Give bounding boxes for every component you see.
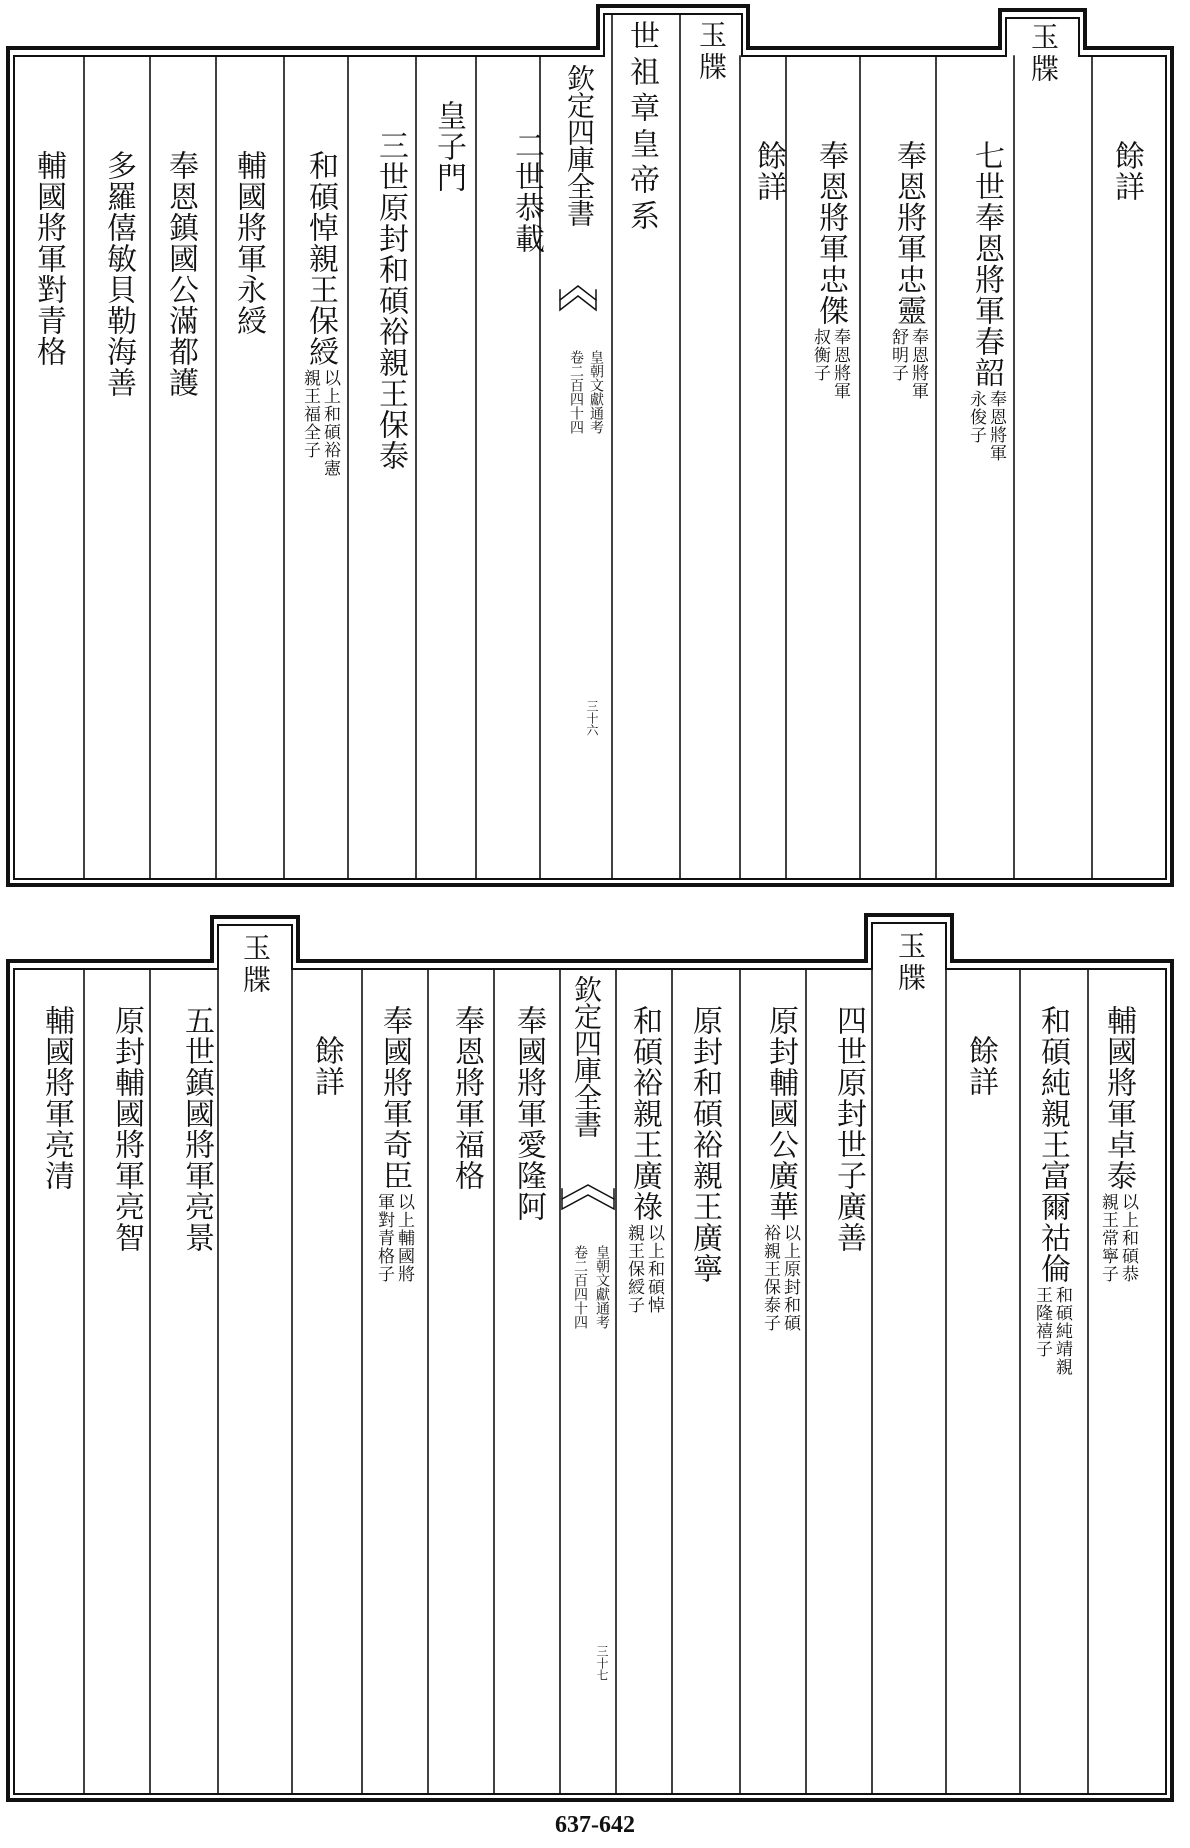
top-column-annotation [811,328,849,400]
bottom-annotation-left-line: 裕親王保泰子 [760,1224,780,1332]
bottom-column-annotation [375,1193,413,1283]
top-column-main-text: 餘詳 [1109,140,1144,202]
bottom-column [960,1035,1000,1097]
top-annotation-right-line: 奉恩將軍 [986,390,1006,462]
top-column-main-text: 輔國將軍永綬 [231,150,266,336]
top-column [160,150,200,398]
top-center-book: 皇朝文獻通考 [588,350,604,434]
bottom-column-main-text: 奉恩將軍福格 [449,1005,484,1191]
bottom-column-main-text: 原封和碩裕親王廣寧 [687,1005,722,1284]
bottom-center-book: 皇朝文獻通考 [594,1245,610,1329]
top-column-main-text: 七世奉恩將軍春韶 [969,140,1004,388]
bottom-column-annotation [625,1224,663,1314]
bottom-annotation-left-line: 軍對青格子 [374,1193,394,1283]
top-column-main-text: 二世恭載 [509,130,544,254]
top-column [1106,140,1146,202]
top-left-tab-label: 玉牒 [695,20,728,84]
bottom-column-annotation [761,1224,799,1332]
bottom-annotation-right-line: 以上和碩悼 [644,1224,664,1314]
top-column [748,140,788,202]
bottom-right-tab-label: 玉牒 [894,931,927,995]
bottom-column [624,1005,664,1314]
top-column-main-text: 奉恩將軍忠傑 [813,140,848,326]
bottom-column [306,1035,346,1097]
top-column-annotation [967,390,1005,462]
bottom-column [36,1005,76,1191]
bottom-annotation-left-line: 親王保綬子 [624,1224,644,1314]
bottom-column-main-text: 輔國將軍卓泰 [1101,1005,1136,1191]
top-annotation-left-line: 永俊子 [966,390,986,444]
bottom-column [1032,1005,1072,1376]
bottom-column-main-text: 原封輔國將軍亮智 [109,1005,144,1253]
top-column [428,100,468,193]
bottom-column-main-text: 原封輔國公廣華 [763,1005,798,1222]
top-column-main-text: 多羅僖敏貝勒海善 [101,150,136,398]
top-column [966,140,1006,462]
top-column-main-text: 奉恩鎮國公滿都護 [163,150,198,398]
bottom-column-main-text: 四世原封世子廣善 [831,1005,866,1253]
top-column-main-text: 皇子門 [431,100,466,193]
bottom-column-main-text: 奉國將軍愛隆阿 [511,1005,546,1222]
bottom-column [828,1005,868,1253]
bottom-column-annotation [1033,1286,1071,1376]
bottom-column-main-text: 餘詳 [309,1035,344,1097]
top-annotation-right-line: 奉恩將軍 [830,328,850,400]
bottom-column [106,1005,146,1253]
top-annotation-right-line: 奉恩將軍 [908,328,928,400]
bottom-column-main-text: 輔國將軍亮清 [39,1005,74,1191]
top-annotation-right-line: 以上和碩裕憲 [320,369,340,477]
top-column [228,150,268,336]
bottom-annotation-right-line: 以上原封和碩 [780,1224,800,1332]
bottom-annotation-right-line: 以上和碩恭 [1118,1193,1138,1283]
top-column [300,150,340,477]
top-annotation-left-line: 叔衡子 [810,328,830,382]
bottom-column [176,1005,216,1253]
top-column [98,150,138,398]
top-lineage-header: 世祖章皇帝系 [624,20,659,236]
top-annotation-left-line: 舒明子 [888,328,908,382]
top-column [506,130,546,254]
top-column-annotation [889,328,927,400]
bottom-center-title: 欽定四庫全書 [570,975,603,1137]
top-right-tab-label: 玉牒 [1027,22,1060,86]
page-number: 637-642 [555,1812,635,1838]
top-column-main-text: 和碩悼親王保綬 [303,150,338,367]
top-column [810,140,850,400]
bottom-column [508,1005,548,1222]
top-column [888,140,928,400]
top-center-title: 欽定四庫全書 [563,64,596,226]
bottom-center-volume: 卷二百四十四 [572,1245,588,1329]
top-column [370,130,410,471]
bottom-column-main-text: 和碩裕親王廣祿 [627,1005,662,1222]
top-page [0,0,1190,895]
bottom-annotation-right-line: 和碩純靖親 [1052,1286,1072,1376]
bottom-column [684,1005,724,1284]
bottom-folio: 三十七 [595,1645,609,1681]
top-column-main-text: 輔國將軍對青格 [31,150,66,367]
bottom-column-main-text: 和碩純親王富爾祜倫 [1035,1005,1070,1284]
bottom-column-main-text: 餘詳 [963,1035,998,1097]
bottom-annotation-left-line: 王隆禧子 [1032,1286,1052,1358]
top-column [28,150,68,367]
top-column-main-text: 餘詳 [751,140,786,202]
top-center-volume: 卷二百四十四 [568,350,584,434]
bottom-column [760,1005,800,1332]
top-column-annotation [301,369,339,477]
bottom-annotation-right-line: 以上輔國將 [394,1193,414,1283]
bottom-column-main-text: 五世鎮國將軍亮景 [179,1005,214,1253]
bottom-column [1098,1005,1138,1283]
bottom-page [0,905,1190,1810]
top-column-main-text: 三世原封和碩裕親王保泰 [373,130,408,471]
bottom-annotation-left-line: 親王常寧子 [1098,1193,1118,1283]
top-annotation-left-line: 親王福全子 [300,369,320,459]
bottom-column-annotation [1099,1193,1137,1283]
top-column-main-text: 奉恩將軍忠靈 [891,140,926,326]
top-folio: 三十六 [585,700,599,736]
bottom-column [374,1005,414,1283]
bottom-column [446,1005,486,1191]
bottom-left-tab-label: 玉牒 [239,933,272,997]
bottom-column-main-text: 奉國將軍奇臣 [377,1005,412,1191]
